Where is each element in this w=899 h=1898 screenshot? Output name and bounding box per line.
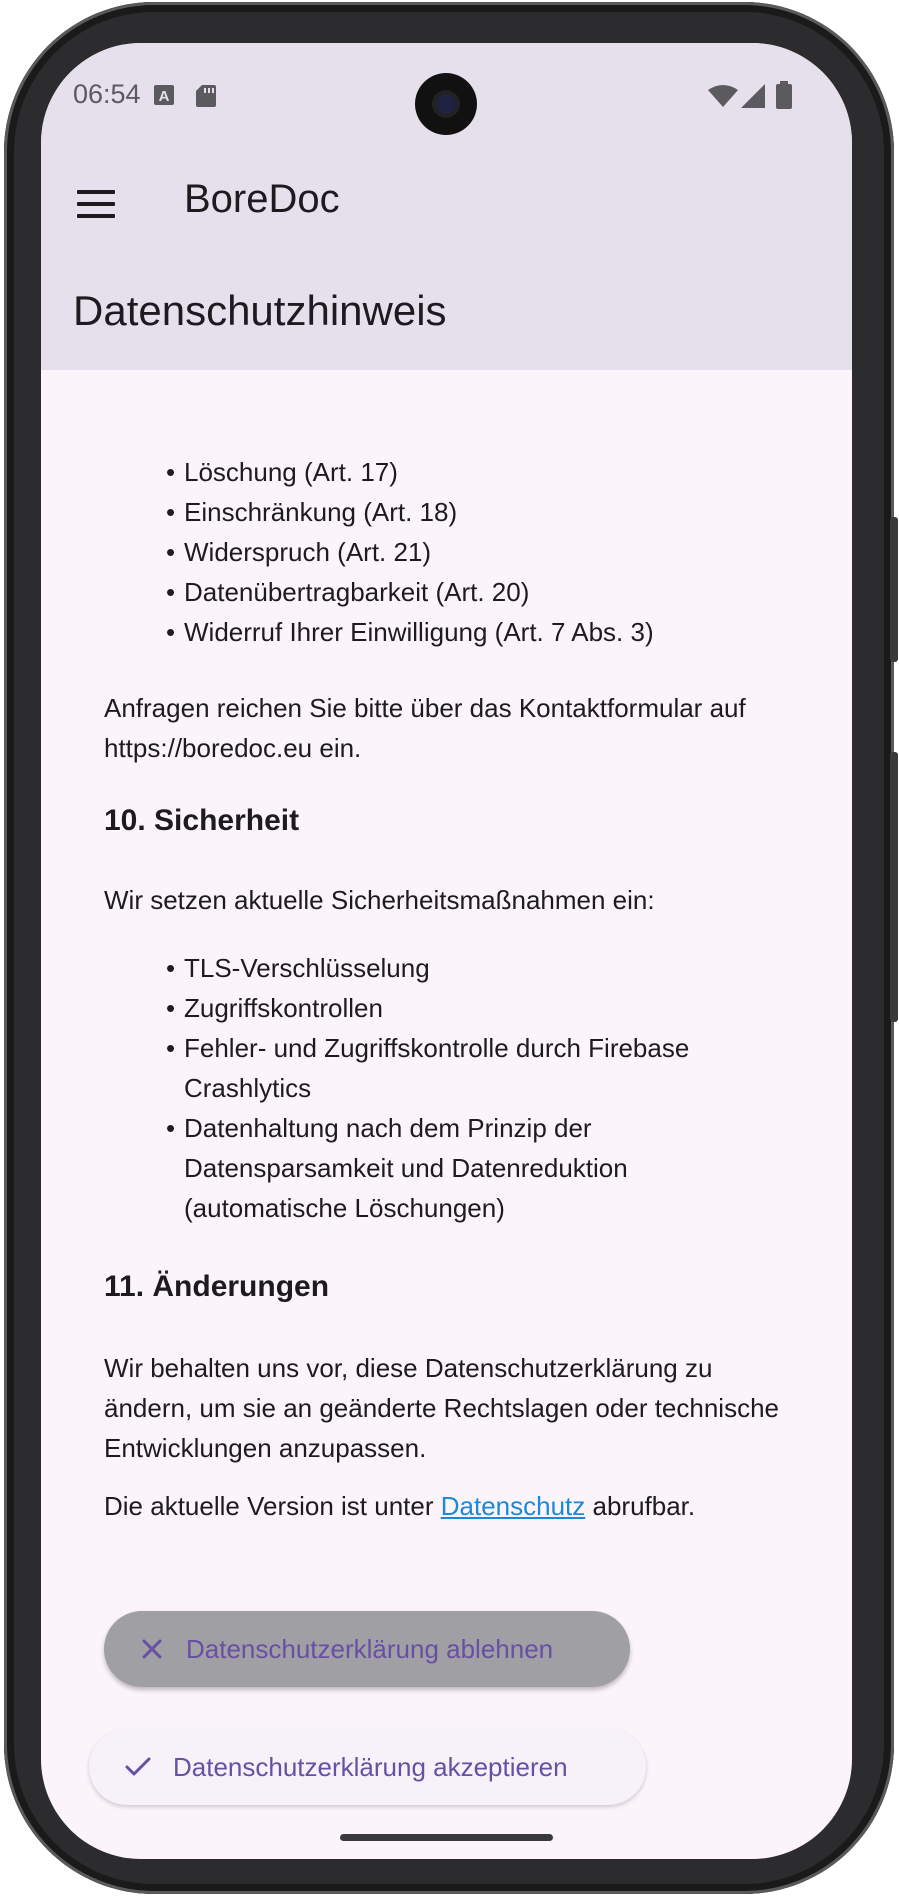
list-item: • Widerruf Ihrer Einwilligung (Art. 7 Abs. 3) <box>166 612 726 652</box>
list-item: • Widerspruch (Art. 21) <box>166 532 726 572</box>
signal-icon <box>741 84 765 108</box>
list-item: • Zugriffskontrollen <box>166 988 766 1028</box>
check-icon <box>125 1757 151 1777</box>
screen <box>41 43 852 1859</box>
decline-label: Datenschutzerklärung ablehnen <box>186 1633 554 1664</box>
front-camera <box>415 73 477 135</box>
section-heading-security: 10. Sicherheit <box>104 804 300 837</box>
status-time: 06:54 <box>73 79 141 109</box>
privacy-link[interactable]: Datenschutz <box>440 1491 586 1521</box>
app-bar <box>41 43 852 370</box>
section-heading-changes: 11. Änderungen <box>104 1270 330 1303</box>
wifi-icon <box>708 85 738 107</box>
sd-card-icon <box>196 85 216 107</box>
list-item: • Fehler- und Zugriffskontrolle durch Firebase Crashlytics <box>166 1028 766 1108</box>
home-indicator[interactable] <box>340 1834 553 1841</box>
app-title: BoreDoc <box>184 177 340 221</box>
version-prefix: Die aktuelle Version ist unter <box>104 1491 441 1521</box>
close-icon <box>142 1639 162 1659</box>
svg-text:A: A <box>158 88 170 105</box>
page-title: Datenschutzhinweis <box>73 287 447 334</box>
text-a-icon <box>154 85 174 105</box>
list-item: • Datenübertragbarkeit (Art. 20) <box>166 572 726 612</box>
battery-icon <box>776 81 792 109</box>
changes-paragraph: Wir behalten uns vor, diese Datenschutzerklärung zu ändern, um sie an geänderte Rechtslagen oder technische Entwicklungen anzupassen. <box>104 1353 779 1463</box>
security-list <box>166 948 766 1228</box>
requests-paragraph: Anfragen reichen Sie bitte über das Kontaktformular auf https://boredoc.eu ein. <box>104 693 746 763</box>
list-item: • Einschränkung (Art. 18) <box>166 492 726 532</box>
hamburger-menu-icon[interactable] <box>77 190 115 218</box>
list-item: • Löschung (Art. 17) <box>166 452 726 492</box>
security-intro: Wir setzen aktuelle Sicherheitsmaßnahmen ein: <box>104 885 655 915</box>
list-item: • TLS-Verschlüsselung <box>166 948 766 988</box>
volume-button <box>890 752 898 1022</box>
power-button <box>890 517 898 662</box>
version-suffix: abrufbar. <box>585 1491 696 1521</box>
decline-button[interactable] <box>104 1611 630 1687</box>
accept-label: Datenschutzerklärung akzeptieren <box>173 1751 568 1782</box>
rights-list <box>166 452 726 652</box>
version-paragraph <box>104 1486 794 1526</box>
list-item: • Datenhaltung nach dem Prinzip der Datensparsamkeit und Datenreduktion (automatische Löschungen) <box>166 1108 694 1228</box>
accept-button[interactable] <box>89 1729 646 1805</box>
